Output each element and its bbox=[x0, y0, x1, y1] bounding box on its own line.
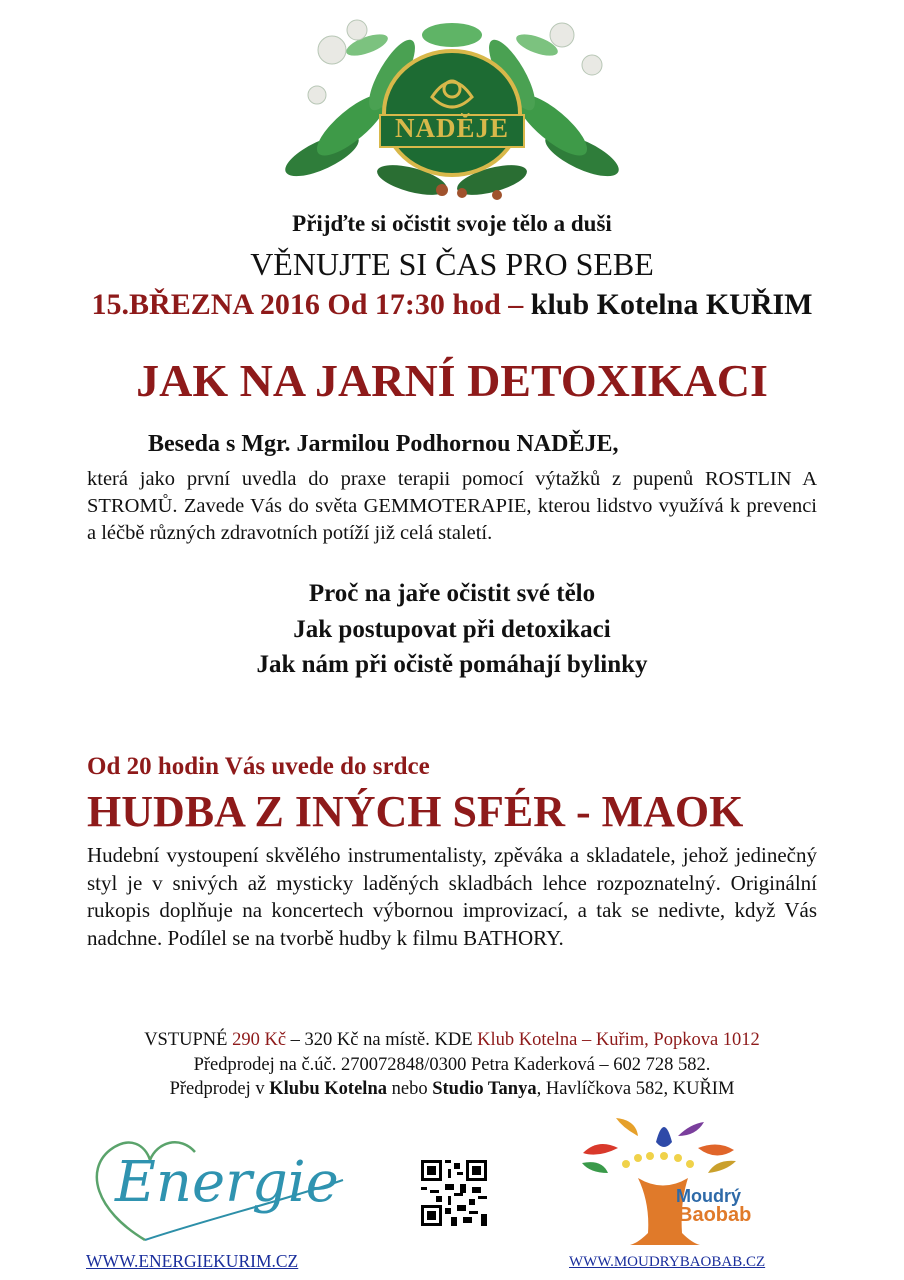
topic-3: Jak nám při očistě pomáhají bylinky bbox=[256, 651, 648, 678]
baobab-link[interactable]: WWW.MOUDRYBAOBAB.CZ bbox=[569, 1254, 766, 1270]
presale-mid: nebo bbox=[386, 1079, 433, 1099]
logo-text: NADĚJE bbox=[394, 113, 509, 143]
tagline: Přijďte si očistit svoje tělo a duši bbox=[292, 211, 612, 236]
baobab-logo-text-2: Baobab bbox=[678, 1204, 752, 1226]
presale-place-2: Studio Tanya bbox=[432, 1079, 537, 1099]
presale-suffix: , Havlíčkova 582, KUŘIM bbox=[536, 1079, 735, 1099]
concert-intro: Od 20 hodin Vás uvede do srdce bbox=[87, 753, 430, 780]
presale-account: Předprodej na č.úč. 270072848/0300 Petra Kaderková – 602 728 582. bbox=[193, 1055, 711, 1075]
presale-place-1: Klubu Kotelna bbox=[269, 1079, 387, 1099]
presale-prefix: Předprodej v bbox=[169, 1079, 270, 1099]
topic-2: Jak postupovat při detoxikaci bbox=[293, 616, 611, 643]
baobab-logo-text-1: Moudrý bbox=[676, 1186, 741, 1206]
concert-description: Hudební vystoupení skvělého instrumentalisty, zpěváka a skladatele, jehož jedinečný styl je v snivých až mysticky laděných skladbách lehce rozpoznatelný. Originální rukopis doplňuje na koncertech výbornou improvizací, a tak se nedivte, když Vás nadchne. Podílel se na tvorbě hudby k filmu BATHORY. bbox=[87, 843, 817, 950]
presale-places bbox=[0, 1079, 904, 1100]
lecture-title: JAK NA JARNÍ DETOXIKACI bbox=[136, 355, 768, 406]
entry-label: VSTUPNÉ bbox=[144, 1030, 233, 1050]
energie-logo bbox=[85, 1130, 350, 1245]
lecture-speaker: Beseda s Mgr. Jarmilou Podhornou NADĚJE, bbox=[148, 431, 619, 457]
lecture-description: která jako první uvedla do praxe terapii pomocí výtažků z pupenů ROSTLIN A STROMŮ. Zavede Vás do světa GEMMOTERAPIE, kterou lidstvo využívá k prevenci a léčbě různých zdravotních potíží již celá staletí. bbox=[87, 468, 817, 544]
entry-price: 290 Kč bbox=[232, 1030, 287, 1050]
event-date-line bbox=[0, 288, 904, 322]
event-place: klub Kotelna KUŘIM bbox=[530, 288, 813, 321]
qr-code-icon bbox=[421, 1160, 487, 1226]
baobab-logo bbox=[578, 1118, 798, 1253]
topic-1: Proč na jaře očistit své tělo bbox=[308, 580, 596, 607]
subtitle: VĚNUJTE SI ČAS PRO SEBE bbox=[250, 246, 654, 282]
entry-line bbox=[0, 1030, 904, 1051]
concert-title: HUDBA Z INÝCH SFÉR - MAOK bbox=[87, 787, 744, 836]
nadeje-logo bbox=[262, 5, 642, 205]
qr-code bbox=[421, 1160, 487, 1226]
herbs-illustration-icon bbox=[262, 5, 642, 205]
event-date: 15.BŘEZNA 2016 Od 17:30 hod – bbox=[91, 288, 524, 321]
venue: Klub Kotelna – Kuřim, Popkova 1012 bbox=[477, 1030, 760, 1050]
energie-link[interactable]: WWW.ENERGIEKURIM.CZ bbox=[86, 1251, 299, 1271]
entry-rest: – 320 Kč na místě. KDE bbox=[286, 1030, 478, 1050]
energie-logo-text: Energie bbox=[115, 1150, 339, 1215]
